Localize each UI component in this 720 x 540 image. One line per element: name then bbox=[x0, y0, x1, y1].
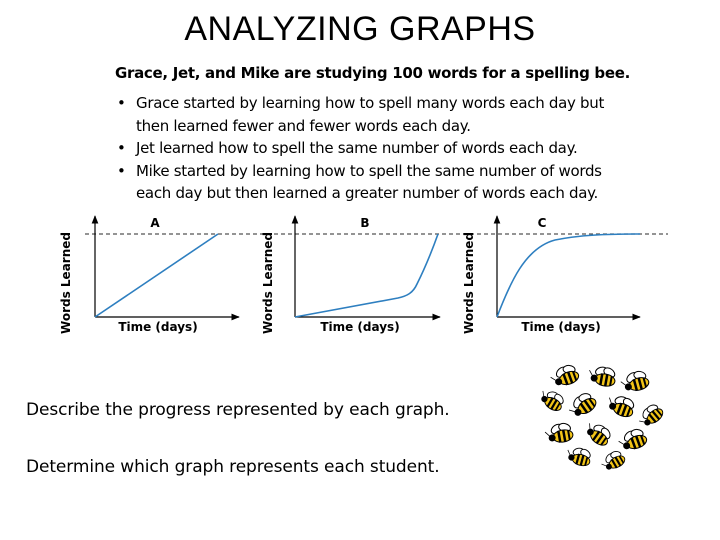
y-axis-label: Words Learned bbox=[59, 232, 73, 334]
y-axis-label: Words Learned bbox=[462, 232, 476, 334]
bullet-jet bbox=[115, 137, 635, 160]
describe-prompt: Describe the progress represented by each graph. bbox=[26, 400, 450, 420]
bullet-line: each day but then learned a greater number of words each day. bbox=[136, 184, 599, 202]
x-axis-label: Time (days) bbox=[320, 320, 400, 334]
bee-swarm-clipart bbox=[537, 362, 672, 472]
determine-prompt: Determine which graph represents each student. bbox=[26, 457, 440, 477]
bullet-line: • Jet learned how to spell the same number of words each day. bbox=[136, 139, 578, 157]
curve-decelerating bbox=[497, 234, 640, 317]
graph-label: B bbox=[360, 216, 370, 230]
curve-accelerating bbox=[295, 234, 438, 317]
bullet-line: • Mike started by learning how to spell the same number of words bbox=[136, 161, 602, 180]
bullet-grace bbox=[115, 92, 635, 137]
x-axis-label: Time (days) bbox=[521, 320, 601, 334]
y-axis-label: Words Learned bbox=[261, 232, 275, 334]
problem-intro: Grace, Jet, and Mike are studying 100 words for a spelling bee. bbox=[115, 64, 631, 82]
student-descriptions bbox=[115, 92, 635, 205]
graph-label: C bbox=[537, 216, 547, 230]
curve-linear bbox=[95, 234, 218, 317]
graphs-figure bbox=[55, 208, 675, 340]
bullet-line: • Grace started by learning how to spell many words each day but bbox=[136, 94, 605, 112]
bullet-line: then learned fewer and fewer words each day. bbox=[136, 116, 471, 135]
page-title: ANALYZING GRAPHS bbox=[184, 10, 536, 48]
graph-label: A bbox=[150, 216, 160, 230]
bullet-mike bbox=[115, 160, 635, 205]
x-axis-label: Time (days) bbox=[118, 320, 198, 334]
graph-b bbox=[261, 216, 440, 334]
